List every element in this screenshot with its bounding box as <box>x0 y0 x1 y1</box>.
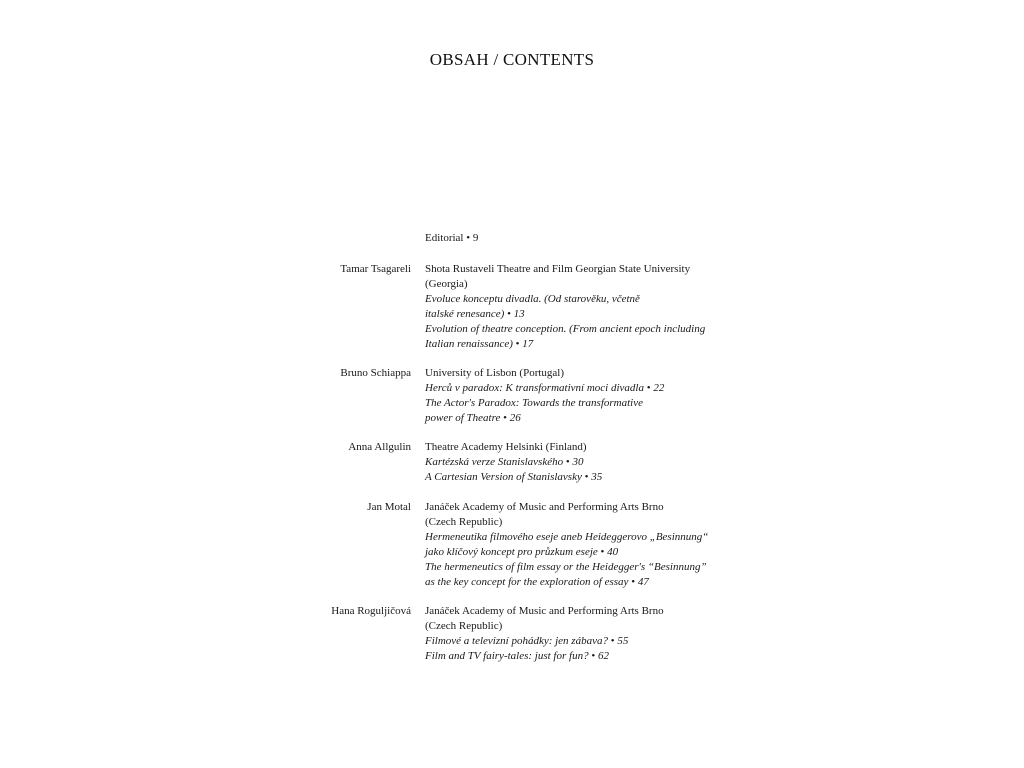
article-page: 22 <box>653 382 665 394</box>
article-title-line: Italian renaissance) • 17 <box>425 338 534 350</box>
author-name: Bruno Schiappa <box>340 367 411 379</box>
entry-body <box>425 262 725 352</box>
article-title-line: power of Theatre • 26 <box>425 412 521 424</box>
article-title-line: Kartézská verze Stanislavského • 30 <box>425 456 584 468</box>
bullet: • <box>466 232 473 244</box>
article-page: 47 <box>637 576 649 588</box>
article-title-line: The Actor's Paradox: Towards the transformative <box>425 397 643 409</box>
article-title-line: Evolution of theatre conception. (From ancient epoch including <box>425 323 706 335</box>
article-title-line: Hermeneutika filmového eseje aneb Heideggerovo „Besinnung“ <box>425 531 709 543</box>
article-page: 62 <box>597 650 609 662</box>
article-title-line: Film and TV fairy-tales: just for fun? • 62 <box>425 650 609 662</box>
article-page: 26 <box>509 412 521 424</box>
affiliation-line: Shota Rustaveli Theatre and Film Georgian State University <box>425 263 691 275</box>
article-page: 40 <box>607 546 619 558</box>
entry-body <box>425 440 725 485</box>
affiliation-line: Theatre Academy Helsinki (Finland) <box>425 441 587 453</box>
entry-body <box>425 604 725 664</box>
affiliation-line: (Georgia) <box>425 278 468 290</box>
author-name: Hana Roguljičová <box>331 605 411 617</box>
author-name: Tamar Tsagareli <box>340 263 411 275</box>
affiliation-line: Janáček Academy of Music and Performing Arts Brno <box>425 605 664 617</box>
affiliation-line: University of Lisbon (Portugal) <box>425 367 565 379</box>
affiliation-line: Janáček Academy of Music and Performing Arts Brno <box>425 501 664 513</box>
author-name: Jan Motal <box>367 501 411 513</box>
article-page: 55 <box>617 635 629 647</box>
article-title-line: Evoluce konceptu divadla. (Od starověku, včetně <box>425 293 640 305</box>
article-title-line: as the key concept for the exploration of essay • 47 <box>425 576 649 588</box>
editorial-page: 9 <box>472 232 479 244</box>
article-page: 35 <box>591 471 603 483</box>
author-name: Anna Allgulin <box>348 441 411 453</box>
editorial-label: Editorial <box>425 232 464 244</box>
affiliation-line: (Czech Republic) <box>425 516 503 528</box>
entry-body <box>425 500 725 590</box>
article-title-line: Herců v paradox: K transformativní moci divadla • 22 <box>425 382 665 394</box>
entry-body <box>425 366 725 426</box>
article-title-line: Filmové a televizní pohádky: jen zábava? • 55 <box>425 635 629 647</box>
article-title-line: italské renesance) • 13 <box>425 308 525 320</box>
article-title-line: The hermeneutics of film essay or the Heidegger's “Besinnung” <box>425 561 707 573</box>
article-page: 30 <box>572 456 584 468</box>
editorial-entry <box>425 232 478 244</box>
article-page: 17 <box>522 338 534 350</box>
article-page: 13 <box>513 308 525 320</box>
affiliation-line: (Czech Republic) <box>425 620 503 632</box>
page-title: OBSAH / CONTENTS <box>429 50 595 69</box>
article-title-line: A Cartesian Version of Stanislavsky • 35 <box>425 471 603 483</box>
article-title-line: jako klíčový koncept pro průzkum eseje • 40 <box>425 546 619 558</box>
